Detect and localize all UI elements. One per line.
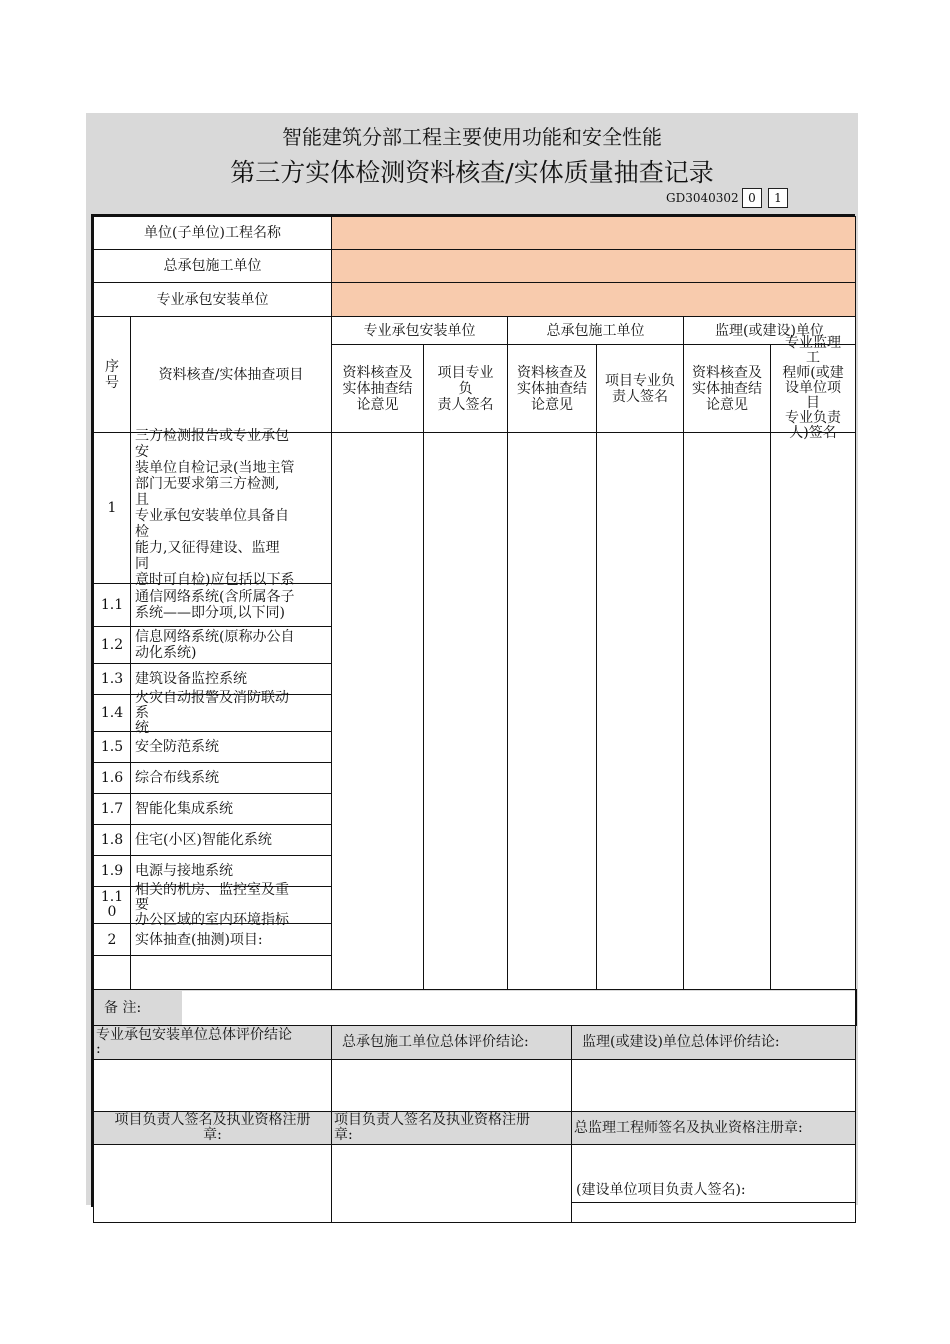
general-sign-label: 项目负责人签名及执业资格注册 章: (332, 1111, 572, 1144)
record-table (93, 216, 857, 1026)
project-name-field[interactable] (332, 217, 856, 250)
row-number: 1.1 (94, 584, 131, 627)
table-row (94, 433, 856, 584)
specialty-sign-label: 项目负责人签名及执业资格注册 章: (94, 1111, 332, 1144)
row-number: 2 (94, 924, 131, 956)
header-group-supervision: 监理(或建设)单位 (684, 317, 856, 345)
row-item-text: 智能化集成系统 (131, 794, 332, 825)
conclusion-table (93, 1026, 856, 1223)
row-item-text: 建筑设备监控系统 (131, 664, 332, 695)
general-opinion-column[interactable] (508, 433, 597, 990)
header-supervision-opinion: 资料核查及 实体抽查结 论意见 (684, 345, 771, 433)
row-item-text: 信息网络系统(原称办公自 动化系统) (131, 627, 332, 664)
supervision-conclusion-field[interactable] (572, 1059, 856, 1111)
header-supervision-sign: 专业监理 工 程师(或建 设单位项 目 专业负责 人)签名 (782, 335, 844, 441)
row-item-text: 综合布线系统 (131, 763, 332, 794)
specialty-sign-column[interactable] (424, 433, 508, 990)
general-contractor-field[interactable] (332, 250, 856, 283)
row-item-text: 相关的机房、监控室及重 要 办公区域的室内环境指标 (135, 881, 289, 928)
supervision-conclusion-label: 监理(或建设)单位总体评价结论: (572, 1026, 856, 1059)
row-number: 1.6 (94, 763, 131, 794)
form-title-line2: 第三方实体检测资料核查/实体质量抽查记录 (230, 158, 714, 187)
supervision-opinion-column[interactable] (684, 433, 771, 990)
supervision-sign-label: 总监理工程师签名及执业资格注册章: (572, 1111, 856, 1144)
form-code: GD3040302 (666, 191, 739, 205)
row-number: 1 (94, 433, 131, 584)
specialty-sign-field[interactable] (94, 1144, 332, 1222)
row-item-text: 实体抽查(抽测)项目: (131, 924, 332, 956)
row-item-text[interactable] (131, 956, 332, 990)
header-item: 资料核查/实体抽查项目 (131, 317, 332, 433)
header-seq: 序 号 (94, 317, 131, 433)
remark-row (94, 990, 856, 1026)
row-number: 1.4 (94, 695, 131, 732)
row-number: 1.3 (94, 664, 131, 695)
general-conclusion-label: 总承包施工单位总体评价结论: (332, 1026, 572, 1059)
row-item-text: 通信网络系统(含所属各子 系统——即分项,以下同) (131, 584, 332, 627)
row-item-text: 电源与接地系统 (131, 856, 332, 887)
owner-sign-field[interactable] (572, 1202, 856, 1222)
header-specialty-opinion: 资料核查及 实体抽查结 论意见 (332, 345, 424, 433)
row-number: 1.8 (94, 825, 131, 856)
serial-digit-box-2[interactable]: 1 (768, 188, 788, 208)
row-number (94, 956, 131, 990)
form-sheet (86, 113, 858, 1205)
general-contractor-label: 总承包施工单位 (94, 250, 332, 283)
specialty-conclusion-field[interactable] (94, 1059, 332, 1111)
header-group-specialty: 专业承包安装单位 (332, 317, 508, 345)
remark-label: 备 注: (104, 999, 142, 1016)
project-name-label: 单位(子单位)工程名称 (94, 217, 332, 250)
header-specialty-sign: 项目专业 负 责人签名 (424, 345, 508, 433)
row-item-text: 安全防范系统 (131, 732, 332, 763)
header-group-general: 总承包施工单位 (508, 317, 684, 345)
header-general-sign: 项目专业负 责人签名 (597, 345, 684, 433)
owner-sign-label: (建设单位项目负责人签名): (572, 1144, 856, 1202)
general-sign-field[interactable] (332, 1144, 572, 1222)
header-general-opinion: 资料核查及 实体抽查结 论意见 (508, 345, 597, 433)
row-item-text: 三方检测报告或专业承包 安 装单位自检记录(当地主管 部门无要求第三方检测, 且 专业承包安装单位具备自 检 能力,又征得建设、监理 同 意时可自检)应包括以下系 (135, 428, 295, 588)
general-sign-column[interactable] (597, 433, 684, 990)
row-item-text: 火灾自动报警及消防联动 系 统 (135, 689, 289, 736)
serial-digit-box-1[interactable]: 0 (742, 188, 762, 208)
row-item-text: 住宅(小区)智能化系统 (131, 825, 332, 856)
row-number: 1.7 (94, 794, 131, 825)
record-table-panel (91, 214, 855, 1207)
form-title-line1: 智能建筑分部工程主要使用功能和安全性能 (282, 125, 662, 149)
header-supervision-sign-cell (771, 335, 856, 441)
row-number: 1.2 (94, 627, 131, 664)
specialty-conclusion-label: 专业承包安装单位总体评价结论 : (94, 1026, 332, 1059)
row-number: 1.5 (94, 732, 131, 763)
specialty-contractor-field[interactable] (332, 283, 856, 317)
supervision-sign-column[interactable] (771, 433, 856, 990)
row-number: 1.9 (94, 856, 131, 887)
row-number: 1.1 0 (100, 889, 124, 920)
specialty-opinion-column[interactable] (332, 433, 424, 990)
specialty-contractor-label: 专业承包安装单位 (94, 283, 332, 317)
remark-field[interactable] (182, 991, 855, 1025)
general-conclusion-field[interactable] (332, 1059, 572, 1111)
